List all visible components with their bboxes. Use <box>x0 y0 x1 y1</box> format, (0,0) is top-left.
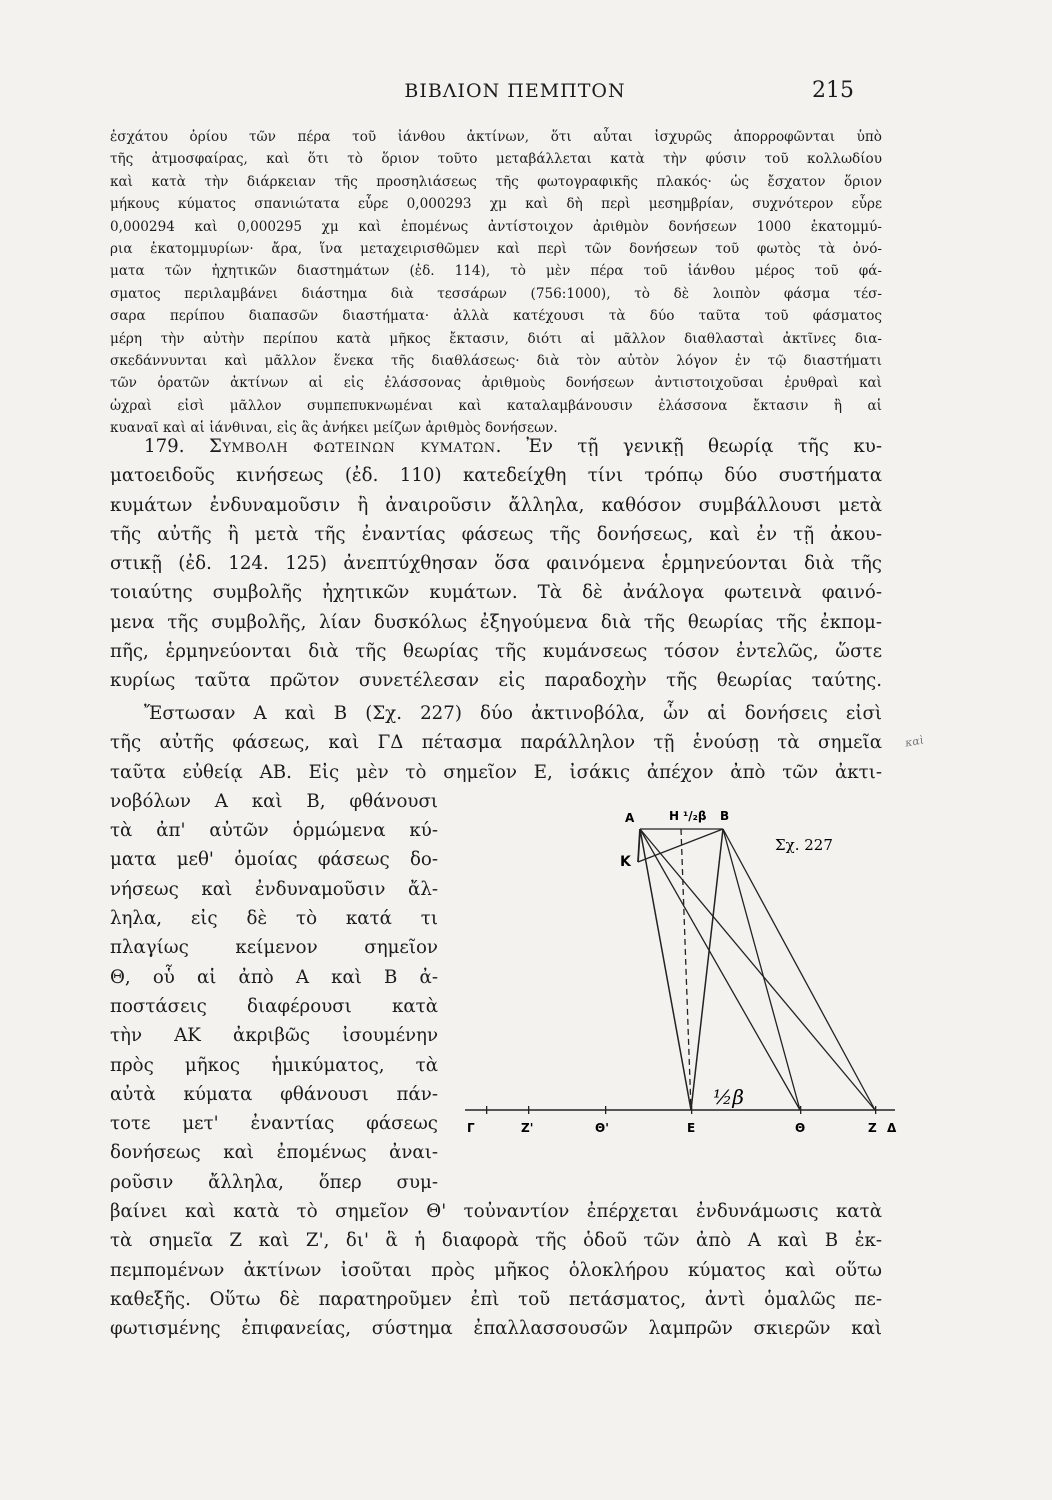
text-line: τῶν ὁρατῶν ἀκτίνων αἱ εἰς ἐλάσσονας ἀριθμοὺς δονήσεων ἀντιστοιχοῦσαι ἐρυθραὶ καὶ <box>110 375 882 392</box>
text-line: ληλα, εἰς δὲ τὸ κατά τι <box>110 908 438 930</box>
tick-g <box>486 1106 487 1114</box>
ray-b-to-z <box>723 829 875 1110</box>
text-line: τὰ σημεῖα Ζ καὶ Ζ', δι' ἃ ἡ διαφορὰ τῆς ὁδοῦ τῶν ἀπὸ Α καὶ Β ἐκ- <box>110 1230 882 1252</box>
text-line: ποστάσεις διαφέρουσι κατὰ <box>110 995 438 1017</box>
paragraph-spectrum-limits <box>110 126 882 440</box>
tick-z <box>875 1106 876 1114</box>
ray-a-to-e <box>640 829 691 1110</box>
text-line: κυρίως ταῦτα πρῶτον συνετέλεσαν εἰς παραδοχὴν τῆς θεωρίας ταύτης. <box>110 670 882 692</box>
text-line: σκεδάννυνται καὶ μᾶλλον ἕνεκα τῆς διαθλάσεως· διὰ τὸν αὐτὸν λόγον ἐν τῷ διαστήματι <box>110 353 882 370</box>
text-line: φωτισμένης ἐπιφανείας, σύστημα ἐπαλλασσουσῶν λαμπρῶν σκιερῶν καὶ <box>110 1318 882 1340</box>
label-a: A <box>625 811 635 825</box>
text-line: σαρα περίπου διαπασῶν διαστήματα· ἀλλὰ κατέχουσι τὰ δύο ταῦτα τοῦ φάσματος <box>110 308 882 325</box>
tick-theta <box>800 1106 801 1114</box>
text-line: ταῦτα εὐθείᾳ ΑΒ. Εἰς μὲν τὸ σημεῖον Ε, ἰσάκις ἀπέχον ἀπὸ τῶν ἀκτι- <box>110 761 882 783</box>
text-line: ματα τῶν ἠχητικῶν διαστημάτων (ἐδ. 114), τὸ μὲν πέρα τοῦ ἰάνθου μέρος τοῦ φά- <box>110 263 882 280</box>
text-line: τοιαύτης συμβολῆς ἠχητικῶν κυμάτων. Τὰ δὲ ἀνάλογα φωτεινὰ φαινό- <box>110 582 882 604</box>
text-line: στικῇ (ἐδ. 124. 125) ἀνεπτύχθησαν ὅσα φαινόμενα ἑρμηνεύονται διὰ τῆς <box>110 553 882 575</box>
text-line: βαίνει καὶ κατὰ τὸ σημεῖον Θ' τοὐναντίον ἐπέρχεται ἐνδυνάμωσις κατὰ <box>110 1201 882 1223</box>
section-first-line-text: Ἐν τῇ γενικῇ θεωρίᾳ τῆς κυ- <box>526 436 882 457</box>
text-line: πῆς, ἑρμηνεύονται διὰ τῆς θεωρίας τῆς κυμάνσεως τόσον ἐντελῶς, ὥστε <box>110 641 882 663</box>
label-gamma: Γ <box>467 1121 475 1135</box>
section-heading: Συμβολη φωτεινων κυματων. <box>208 436 502 457</box>
section-179 <box>110 432 882 696</box>
label-h: H <box>669 809 680 823</box>
ray-a-to-theta <box>640 829 800 1110</box>
ray-b-to-theta <box>723 829 800 1110</box>
text-line: τῆς αὐτῆς φάσεως, καὶ ΓΔ πέτασμα παράλληλον τῇ ἑνούσῃ τὰ σημεῖα <box>110 732 882 754</box>
text-line: ροῦσιν ἄλληλα, ὅπερ συμ- <box>110 1171 438 1193</box>
text-line: τῆς αὐτῆς ἢ μετὰ τῆς ἐναντίας φάσεως τῆς δονήσεως, καὶ ἐν τῇ ἀκου- <box>110 523 882 545</box>
label-delta: Δ <box>887 1121 897 1135</box>
segment-ak <box>638 829 640 862</box>
text-beside-figure <box>110 787 438 1197</box>
text-line: μέρη τὴν αὐτὴν περίπου κατὰ μῆκος ἔκτασιν, διότι αἱ μᾶλλον διαθλασταὶ ἀκτῖνες δια- <box>110 330 882 347</box>
text-line: ματοειδοῦς κινήσεως (ἐδ. 110) κατεδείχθη τίνι τρόπῳ δύο συστήματα <box>110 465 882 487</box>
text-line: τὰ ἀπ' αὐτῶν ὁρμώμενα κύ- <box>110 820 438 842</box>
text-line: νοβόλων Α καὶ Β, φθάνουσι <box>110 790 438 812</box>
text-line: μενα τῆς συμβολῆς, λίαν δυσκόλως ἐξηγούμενα διὰ τῆς θεωρίας τῆς ἐκπομ- <box>110 611 882 633</box>
tick-z-prime <box>528 1106 529 1114</box>
text-line: τῆς ἀτμοσφαίρας, καὶ ὅτι τὸ ὅριον τοῦτο μεταβάλλεται κατὰ τὴν φύσιν τοῦ κολλωδίου <box>110 151 882 168</box>
figure-caption: Σχ. 227 <box>775 836 833 854</box>
handwritten-margin-note: καὶ <box>904 733 925 750</box>
page-header <box>0 80 1052 110</box>
label-theta-prime: Θ' <box>595 1121 609 1135</box>
text-line: ὠχραὶ εἰσὶ μᾶλλον συμπεπυκνωμέναι καὶ καταλαμβάνουσιν ἐλάσσονα ἔκτασιν ἢ αἱ <box>110 397 882 414</box>
text-line: κυαναῖ καὶ αἱ ἰάνθιναι, εἰς ἃς ἀνήκει μείζων ἀριθμὸς δονήσεων. <box>110 420 558 437</box>
text-line: 0,000294 καὶ 0,000295 χμ καὶ ἐπομένως ἀντίστοιχον ἀριθμὸν δονήσεων 1000 ἑκατομμύ- <box>110 218 882 235</box>
text-line: μήκους κύματος σπανιώτατα εὗρε 0,000293 χμ καὶ δὴ περὶ μεσημβρίαν, συχνότερον εὗρε <box>110 196 882 213</box>
text-line: πρὸς μῆκος ἡμικύματος, τὰ <box>110 1054 438 1076</box>
text-line: ἐσχάτου ὁρίου τῶν πέρα τοῦ ἰάνθου ἀκτίνων, ὅτι αὗται ἰσχυρῶς ἀπορροφῶνται ὑπὸ <box>110 129 882 145</box>
label-z-prime: Z' <box>521 1121 534 1135</box>
label-k: K <box>620 854 631 870</box>
section-number: 179. <box>144 436 185 457</box>
text-line: νήσεως καὶ ἐνδυναμοῦσιν ἄλ- <box>110 878 438 900</box>
text-line: τὴν ΑΚ ἀκριβῶς ἰσουμένην <box>110 1025 438 1047</box>
text-line: ρια ἑκατομμυρίων· ἄρα, ἵνα μεταχειρισθῶμεν καὶ περὶ τῶν δονήσεων τοῦ φωτὸς τὰ ὀνό- <box>110 241 882 258</box>
text-line: κυμάτων ἐνδυναμοῦσιν ἢ ἀναιροῦσιν ἄλληλα, καθόσον συμβάλλουσι μετὰ <box>110 494 882 516</box>
label-e: E <box>687 1121 696 1135</box>
segment-kb <box>638 829 723 862</box>
text-line: καθεξῆς. Οὕτω δὲ παρατηροῦμεν ἐπὶ τοῦ πετάσματος, ἀντὶ ὁμαλῶς πε- <box>110 1288 882 1310</box>
text-line: καὶ κατὰ τὴν διάρκειαν τῆς προσηλιάσεως τῆς φωτογραφικῆς πλακός· ὡς ἔσχατον ὅριον <box>110 173 882 190</box>
label-b: B <box>720 809 730 823</box>
label-theta: Θ <box>795 1121 806 1135</box>
running-title: ΒΙΒΛΙΟΝ ΠΕΜΠΤΟΝ <box>404 80 626 102</box>
text-line: πλαγίως κείμενον σημεῖον <box>110 937 438 959</box>
text-line: αὐτὰ κύματα φθάνουσι πάν- <box>110 1083 438 1105</box>
text-line: ματα μεθ' ὁμοίας φάσεως δο- <box>110 849 438 871</box>
tick-theta-prime <box>605 1106 606 1114</box>
tick-e <box>691 1106 692 1114</box>
text-line: δονήσεως καὶ ἐπομένως ἀναι- <box>110 1142 438 1164</box>
section-first-line <box>110 432 882 461</box>
midline-he <box>681 829 691 1110</box>
text-line: τοτε μετ' ἐναντίας φάσεως <box>110 1113 438 1135</box>
ray-a-to-z <box>640 829 875 1110</box>
page-number: 215 <box>812 78 854 103</box>
label-half-beta-bottom: ½β <box>713 1085 744 1109</box>
text-line: σματος περιλαμβάνει διάστημα διὰ τεσσάρων (756:1000), τὸ δὲ λοιπὸν φάσμα τέσ- <box>110 285 882 302</box>
text-line: Ἔστωσαν Α καὶ Β (Σχ. 227) δύο ἀκτινοβόλα, ὧν αἱ δονήσεις εἰσὶ <box>144 703 882 724</box>
label-z: Z <box>868 1121 877 1135</box>
figure-227 <box>455 800 915 1135</box>
diagram-lines <box>465 829 895 1110</box>
ray-b-to-e <box>691 829 723 1110</box>
label-half-beta-top: ¹/₂β <box>683 809 707 823</box>
interference-diagram <box>455 800 915 1135</box>
text-line: πεμπομένων ἀκτίνων ἰσοῦται πρὸς μῆκος ὁλοκλήρου κύματος καὶ οὕτω <box>110 1259 882 1281</box>
text-line: Θ, οὗ αἱ ἀπὸ Α καὶ Β ἀ- <box>110 966 438 988</box>
